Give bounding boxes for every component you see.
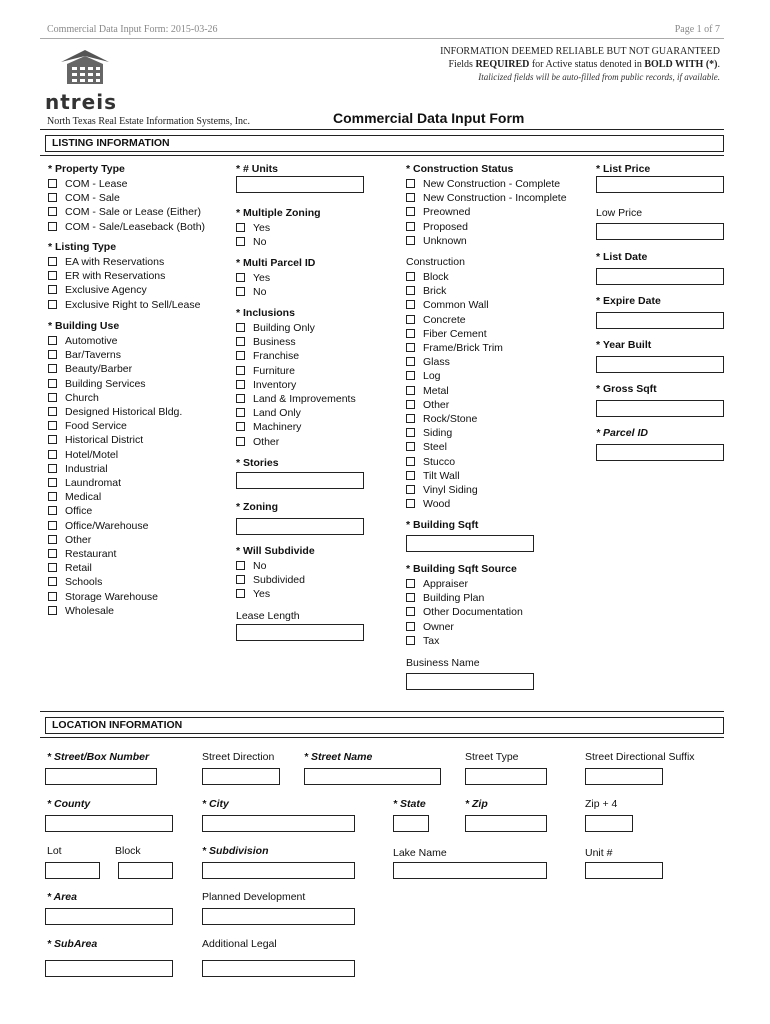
checkbox-item[interactable]: Office xyxy=(48,504,182,518)
checkbox-item[interactable]: EA with Reservations xyxy=(48,255,200,269)
street-type-input[interactable] xyxy=(465,768,547,785)
checkbox-item[interactable]: No xyxy=(236,285,270,299)
checkbox-item[interactable]: Rock/Stone xyxy=(406,412,503,426)
listing-type-label: * Listing Type xyxy=(48,241,117,253)
units-input[interactable] xyxy=(236,176,364,193)
will-subdivide-label: * Will Subdivide xyxy=(236,545,315,557)
logo-text: ntreis xyxy=(45,90,117,114)
checkbox-item[interactable]: Business xyxy=(236,335,356,349)
checkbox-item[interactable]: Laundromat xyxy=(48,476,182,490)
checkbox-item[interactable]: Proposed xyxy=(406,220,567,234)
checkbox-item[interactable]: Franchise xyxy=(236,349,356,363)
page-number: Page 1 of 7 xyxy=(674,24,720,35)
multiple-zoning-list xyxy=(236,221,270,249)
form-date: Commercial Data Input Form: 2015-03-26 xyxy=(47,24,218,35)
checkbox-item[interactable]: Yes xyxy=(236,587,305,601)
construction-label: Construction xyxy=(406,256,465,268)
checkbox-item[interactable]: Automotive xyxy=(48,334,182,348)
subarea-input[interactable] xyxy=(45,960,173,977)
checkbox-item[interactable]: Steel xyxy=(406,440,503,454)
checkbox-item[interactable]: No xyxy=(236,559,305,573)
company-name: North Texas Real Estate Information Systems, Inc. xyxy=(47,116,250,127)
checkbox-item[interactable]: Storage Warehouse xyxy=(48,590,182,604)
checkbox-item[interactable]: COM - Sale xyxy=(48,191,205,205)
property-type-list xyxy=(48,177,205,234)
checkbox-item[interactable]: Land Only xyxy=(236,406,356,420)
checkbox-item[interactable]: Owner xyxy=(406,620,523,634)
inclusions-list xyxy=(236,321,356,449)
construction-status-list xyxy=(406,177,567,248)
checkbox-item[interactable]: Office/Warehouse xyxy=(48,519,182,533)
zoning-input[interactable] xyxy=(236,518,364,535)
location-section-header: LOCATION INFORMATION xyxy=(45,717,724,734)
multi-parcel-label: * Multi Parcel ID xyxy=(236,257,316,269)
street-box-number-label: * Street/Box Number xyxy=(47,751,150,763)
will-subdivide-list xyxy=(236,559,305,602)
checkbox-item[interactable]: Building Plan xyxy=(406,591,523,605)
checkbox-item[interactable]: Other xyxy=(406,398,503,412)
building-logo-icon xyxy=(45,46,125,88)
checkbox-item[interactable]: Land & Improvements xyxy=(236,392,356,406)
multiple-zoning-label: * Multiple Zoning xyxy=(236,207,321,219)
checkbox-item[interactable]: Church xyxy=(48,391,182,405)
checkbox-item[interactable]: Yes xyxy=(236,221,270,235)
list-date-label: * List Date xyxy=(596,251,648,263)
additional-legal-input[interactable] xyxy=(202,960,355,977)
building-sqft-input[interactable] xyxy=(406,535,534,552)
street-dir-suffix-label: Street Directional Suffix xyxy=(585,751,695,763)
gross-sqft-input[interactable] xyxy=(596,400,724,417)
city-label: * City xyxy=(202,798,229,810)
checkbox-item[interactable]: Brick xyxy=(406,284,503,298)
listing-type-list xyxy=(48,255,200,312)
planned-development-label: Planned Development xyxy=(202,891,306,903)
form-title: Commercial Data Input Form xyxy=(333,110,525,126)
checkbox-item[interactable]: Schools xyxy=(48,575,182,589)
subdivision-label: * Subdivision xyxy=(202,845,269,857)
parcel-id-label: * Parcel ID xyxy=(596,427,648,439)
checkbox-item[interactable]: ER with Reservations xyxy=(48,269,200,283)
checkbox-item[interactable]: Log xyxy=(406,369,503,383)
checkbox-item[interactable]: Bar/Taverns xyxy=(48,348,182,362)
disclaimer: INFORMATION DEEMED RELIABLE BUT NOT GUARANTEED xyxy=(440,46,720,57)
checkbox-item[interactable]: Subdivided xyxy=(236,573,305,587)
lease-length-label: Lease Length xyxy=(236,610,300,622)
checkbox-item[interactable]: Food Service xyxy=(48,419,182,433)
checkbox-item[interactable]: Other Documentation xyxy=(406,605,523,619)
checkbox-item[interactable]: Concrete xyxy=(406,313,503,327)
checkbox-item[interactable]: Building Services xyxy=(48,377,182,391)
year-built-input[interactable] xyxy=(596,356,724,373)
checkbox-item[interactable]: COM - Lease xyxy=(48,177,205,191)
zip4-input[interactable] xyxy=(585,815,633,832)
lot-input[interactable] xyxy=(45,862,100,879)
checkbox-item[interactable]: Wood xyxy=(406,497,503,511)
property-type-label: * Property Type xyxy=(48,163,125,175)
checkbox-item[interactable]: New Construction - Complete xyxy=(406,177,567,191)
checkbox-item[interactable]: Machinery xyxy=(236,420,356,434)
checkbox-item[interactable]: Tax xyxy=(406,634,523,648)
checkbox-item[interactable]: Exclusive Agency xyxy=(48,283,200,297)
state-label: * State xyxy=(393,798,426,810)
unit-label: Unit # xyxy=(585,847,613,859)
business-name-label: Business Name xyxy=(406,657,480,669)
street-box-number-input[interactable] xyxy=(45,768,157,785)
building-sqft-label: * Building Sqft xyxy=(406,519,479,531)
area-label: * Area xyxy=(47,891,77,903)
construction-status-label: * Construction Status xyxy=(406,163,514,175)
checkbox-item[interactable]: Restaurant xyxy=(48,547,182,561)
checkbox-item[interactable]: Inventory xyxy=(236,378,356,392)
checkbox-item[interactable]: Metal xyxy=(406,384,503,398)
block-label: Block xyxy=(115,845,141,857)
checkbox-item[interactable]: Retail xyxy=(48,561,182,575)
checkbox-item[interactable]: COM - Sale/Leaseback (Both) xyxy=(48,220,205,234)
checkbox-item[interactable]: Yes xyxy=(236,271,270,285)
zip-label: * Zip xyxy=(465,798,488,810)
additional-legal-label: Additional Legal xyxy=(202,938,277,950)
checkbox-item[interactable]: Designed Historical Bldg. xyxy=(48,405,182,419)
checkbox-item[interactable]: Preowned xyxy=(406,205,567,219)
block-input[interactable] xyxy=(118,862,173,879)
checkbox-item[interactable]: Other xyxy=(48,533,182,547)
checkbox-item[interactable]: Fiber Cement xyxy=(406,327,503,341)
list-date-input[interactable] xyxy=(596,268,724,285)
year-built-label: * Year Built xyxy=(596,339,652,351)
lease-length-input[interactable] xyxy=(236,624,364,641)
parcel-id-input[interactable] xyxy=(596,444,724,461)
list-price-label: * List Price xyxy=(596,163,651,175)
checkbox-item[interactable]: New Construction - Incomplete xyxy=(406,191,567,205)
units-label: * # Units xyxy=(236,163,279,175)
checkbox-item[interactable]: Siding xyxy=(406,426,503,440)
checkbox-item[interactable]: Historical District xyxy=(48,433,182,447)
checkbox-item[interactable]: Stucco xyxy=(406,455,503,469)
list-price-input[interactable] xyxy=(596,176,724,193)
building-sqft-source-list xyxy=(406,577,523,648)
checkbox-item[interactable]: Glass xyxy=(406,355,503,369)
expire-date-label: * Expire Date xyxy=(596,295,661,307)
checkbox-item[interactable]: Unknown xyxy=(406,234,567,248)
zip-input[interactable] xyxy=(465,815,547,832)
checkbox-item[interactable]: Beauty/Barber xyxy=(48,362,182,376)
checkbox-item[interactable]: Other xyxy=(236,435,356,449)
inclusions-label: * Inclusions xyxy=(236,307,295,319)
street-dir-suffix-input[interactable] xyxy=(585,768,663,785)
stories-input[interactable] xyxy=(236,472,364,489)
street-direction-label: Street Direction xyxy=(202,751,275,763)
area-input[interactable] xyxy=(45,908,173,925)
checkbox-item[interactable]: Vinyl Siding xyxy=(406,483,503,497)
subarea-label: * SubArea xyxy=(47,938,98,950)
building-use-list xyxy=(48,334,182,618)
checkbox-item[interactable]: Block xyxy=(406,270,503,284)
street-type-label: Street Type xyxy=(465,751,519,763)
building-use-label: * Building Use xyxy=(48,320,120,332)
checkbox-item[interactable]: Industrial xyxy=(48,462,182,476)
zoning-label: * Zoning xyxy=(236,501,278,513)
expire-date-input[interactable] xyxy=(596,312,724,329)
planned-development-input[interactable] xyxy=(202,908,355,925)
street-direction-input[interactable] xyxy=(202,768,280,785)
checkbox-item[interactable]: COM - Sale or Lease (Either) xyxy=(48,205,205,219)
street-name-input[interactable] xyxy=(304,768,441,785)
checkbox-item[interactable]: Exclusive Right to Sell/Lease xyxy=(48,298,200,312)
construction-list xyxy=(406,270,503,511)
checkbox-item[interactable]: Common Wall xyxy=(406,298,503,312)
checkbox-item[interactable]: Hotel/Motel xyxy=(48,448,182,462)
county-input[interactable] xyxy=(45,815,173,832)
business-name-input[interactable] xyxy=(406,673,534,690)
checkbox-item[interactable]: Tilt Wall xyxy=(406,469,503,483)
low-price-input[interactable] xyxy=(596,223,724,240)
multi-parcel-list xyxy=(236,271,270,299)
checkbox-item[interactable]: Frame/Brick Trim xyxy=(406,341,503,355)
checkbox-item[interactable]: Wholesale xyxy=(48,604,182,618)
building-sqft-source-label: * Building Sqft Source xyxy=(406,563,517,575)
low-price-label: Low Price xyxy=(596,207,643,219)
county-label: * County xyxy=(47,798,91,810)
checkbox-item[interactable]: Appraiser xyxy=(406,577,523,591)
gross-sqft-label: * Gross Sqft xyxy=(596,383,657,395)
checkbox-item[interactable]: Furniture xyxy=(236,364,356,378)
lot-label: Lot xyxy=(47,845,62,857)
required-note: Fields REQUIRED for Active status denoted in BOLD WITH (*). xyxy=(448,59,720,70)
city-input[interactable] xyxy=(202,815,355,832)
zip4-label: Zip + 4 xyxy=(585,798,618,810)
subdivision-input[interactable] xyxy=(202,862,355,879)
state-input[interactable] xyxy=(393,815,429,832)
lake-name-label: Lake Name xyxy=(393,847,447,859)
checkbox-item[interactable]: No xyxy=(236,235,270,249)
listing-section-header: LISTING INFORMATION xyxy=(45,135,724,152)
checkbox-item[interactable]: Building Only xyxy=(236,321,356,335)
ntreis-logo xyxy=(45,46,125,114)
checkbox-item[interactable]: Medical xyxy=(48,490,182,504)
stories-label: * Stories xyxy=(236,457,279,469)
italic-note: Italicized fields will be auto-filled from public records, if available. xyxy=(478,72,720,82)
lake-name-input[interactable] xyxy=(393,862,547,879)
unit-input[interactable] xyxy=(585,862,663,879)
street-name-label: * Street Name xyxy=(304,751,373,763)
